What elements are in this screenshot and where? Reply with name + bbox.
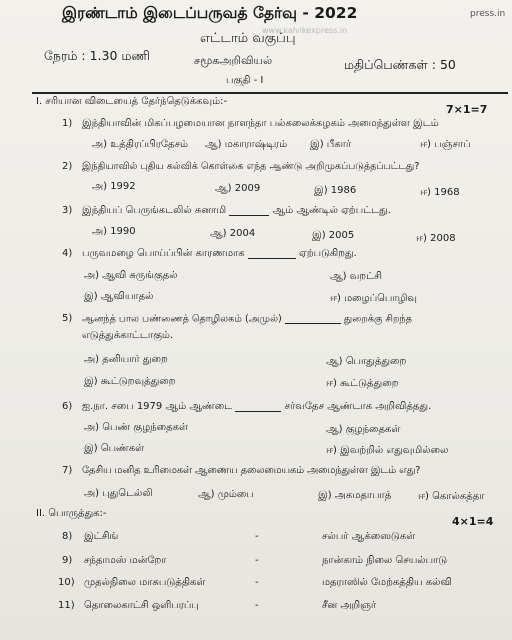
option-b: ஆ) மகாராஷ்டிரம் xyxy=(205,139,288,150)
question-text-after: சர்வதேச ஆண்டாக அறிவித்தது. xyxy=(284,401,432,412)
question-text xyxy=(82,206,391,216)
question-text: தேசிய மனித உரிமைகள் ஆணைய தலைமையகம் அமைந்துள்ள இடம் எது? xyxy=(82,465,421,476)
question-number: 5) xyxy=(62,313,73,324)
option-c: இ) 2005 xyxy=(312,230,355,241)
match-dash: - xyxy=(255,577,259,588)
question-number: 3) xyxy=(62,205,73,216)
question-number: 7) xyxy=(62,465,73,476)
option-b: ஆ) 2004 xyxy=(210,228,256,239)
option-d: ஈ) கொல்கத்தா xyxy=(418,491,485,502)
question-number: 1) xyxy=(62,118,73,129)
question-text-after: ஏற்படுகிறது. xyxy=(299,248,357,259)
section1-score: 7×1=7 xyxy=(446,103,488,116)
option-a: அ) பெண் குழந்தைகள் xyxy=(84,422,189,433)
question-text xyxy=(82,402,431,412)
subject-label: சமூகஅறிவியல் xyxy=(194,54,273,67)
question-text-before: ஆனந்த் பால பண்ணைத் தொழிலகம் (அமுல்) xyxy=(82,313,282,325)
option-d: ஈ) கூட்டுத்துறை xyxy=(326,378,399,389)
match-right: சல்பர் ஆக்ஸைடுகள் xyxy=(322,531,416,542)
header-divider xyxy=(32,92,508,94)
match-right: சீன அறிஞர் xyxy=(322,600,377,611)
question-text xyxy=(82,314,412,324)
match-left: முதல்நிலை மாசுபடுத்திகள் xyxy=(84,577,206,588)
question-text-line2: எடுத்துக்காட்டாகும். xyxy=(82,330,174,341)
match-dash: - xyxy=(255,555,259,566)
question-text-after: ஆம் ஆண்டில் ஏற்பட்டது. xyxy=(272,205,391,216)
section1-title: I. சரியான விடையைத் தேர்ந்தெடுக்கவும்:- xyxy=(36,96,228,107)
option-a: அ) 1990 xyxy=(92,226,136,237)
option-a: அ) தனியார் துறை xyxy=(84,354,168,365)
match-number: 11) xyxy=(58,600,75,611)
option-c: இ) பீகார் xyxy=(310,139,352,150)
match-number: 8) xyxy=(62,531,73,542)
match-left: சந்தாமஸ் மன்றோ xyxy=(84,555,167,566)
answer-blank xyxy=(248,249,296,259)
option-c: இ) கூட்டுறவுத்துறை xyxy=(84,376,176,387)
option-b: ஆ) குழந்தைகள் xyxy=(326,424,401,435)
exam-title: இரண்டாம் இடைப்பருவத் தேர்வு - 2022 xyxy=(62,4,358,22)
option-b: ஆ) வறட்சி xyxy=(330,271,382,282)
match-left: இட்சிங் xyxy=(84,531,119,542)
option-c: இ) 1986 xyxy=(314,185,357,196)
answer-blank xyxy=(235,402,281,412)
answer-blank xyxy=(229,206,269,216)
match-left: தொலைகாட்சி ஒளிபரப்பு xyxy=(84,600,199,611)
option-c: இ) ஆவியாதல் xyxy=(84,291,154,302)
question-text-before: ஐ.நா. சபை 1979 ஆம் ஆண்டை xyxy=(82,401,233,412)
question-text xyxy=(82,249,357,259)
option-a: அ) புதுடெல்லி xyxy=(84,488,153,499)
total-marks: மதிப்பெண்கள் : 50 xyxy=(344,57,456,72)
option-d: ஈ) 1968 xyxy=(420,187,460,198)
match-right: மதராஸில் மேற்கத்திய கல்வி xyxy=(322,577,452,588)
question-text: இந்தியாவில் புதிய கல்விக் கொள்கை எந்த ஆண்டு அறிமுகப்படுத்தப்பட்டது? xyxy=(82,161,420,172)
match-number: 9) xyxy=(62,555,73,566)
option-d: ஈ) 2008 xyxy=(416,233,456,244)
grade-label: எட்டாம் வகுப்பு xyxy=(200,31,296,46)
question-number: 4) xyxy=(62,248,73,259)
match-dash: - xyxy=(255,600,259,611)
option-d: ஈ) இவற்றில் எதுவுமில்லை xyxy=(326,445,449,456)
option-c: இ) அகமதாபாத் xyxy=(318,490,392,501)
question-text-before: இந்தியப் பெருங்கடலில் சுனாமி xyxy=(82,205,227,216)
option-a: அ) 1992 xyxy=(92,181,136,192)
question-number: 6) xyxy=(62,401,73,412)
option-c: இ) பெண்கள் xyxy=(84,443,145,454)
option-b: ஆ) மும்பை xyxy=(198,489,254,500)
option-d: ஈ) மழைப்பொழிவு xyxy=(330,293,417,304)
match-dash: - xyxy=(255,531,259,542)
part-label: பகுதி - I xyxy=(226,75,264,86)
section2-score: 4×1=4 xyxy=(452,515,494,528)
question-text: இந்தியாவின் மிகப்பழமையான நாளந்தா பல்கலைக்கழகம் அமைந்துள்ள இடம் xyxy=(82,118,439,129)
option-b: ஆ) பொதுத்துறை xyxy=(326,356,407,367)
question-number: 2) xyxy=(62,161,73,172)
section2-title: II. பொருத்துக:- xyxy=(36,508,107,519)
match-right: நான்காம் நிலை செயல்பாடு xyxy=(322,555,448,566)
watermark-url: www.kalvikexpress.in xyxy=(262,26,348,35)
option-a: அ) ஆவி சுருங்குதல் xyxy=(84,270,178,281)
question-text-after: துறைக்கு சிறந்த xyxy=(343,313,412,325)
option-b: ஆ) 2009 xyxy=(215,183,261,194)
option-d: ஈ) பஞ்சாப் xyxy=(420,139,471,150)
match-number: 10) xyxy=(58,577,75,588)
option-a: அ) உத்திரப்பிரதேசம் xyxy=(92,139,189,150)
watermark-right: press.in xyxy=(470,9,506,19)
exam-time: நேரம் : 1.30 மணி xyxy=(44,48,151,63)
question-text-before: பருவமழை பொய்ப்பின் காரணமாக xyxy=(82,248,245,259)
answer-blank xyxy=(285,314,341,324)
